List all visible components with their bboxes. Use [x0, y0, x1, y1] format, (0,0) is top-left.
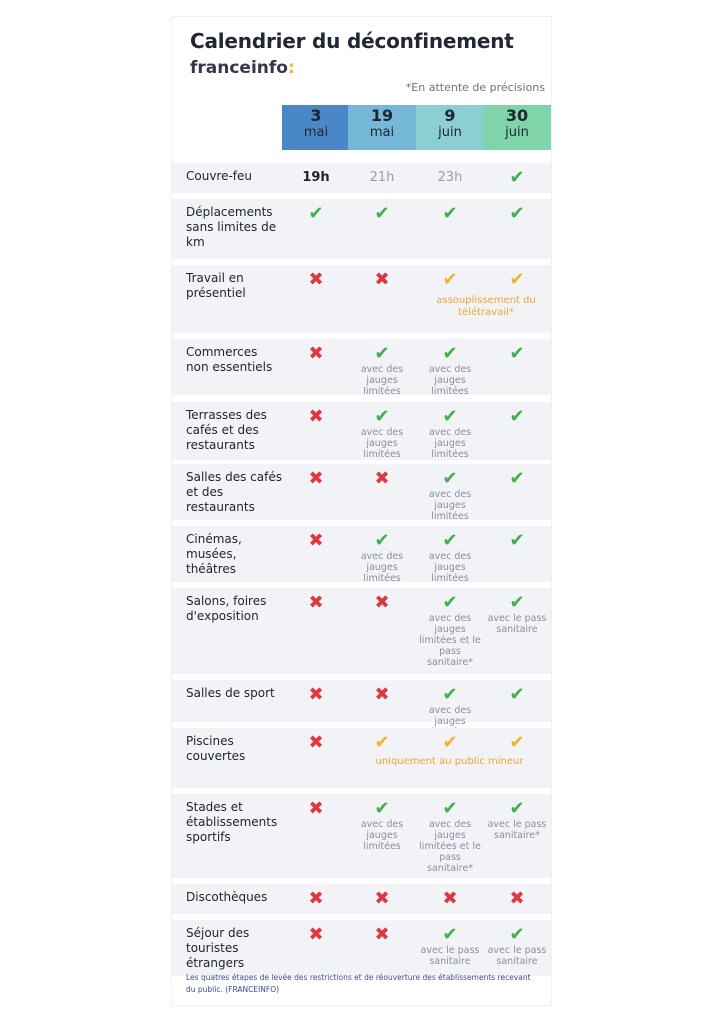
table-cell: [348, 408, 416, 460]
table-row: [172, 339, 551, 395]
table-cell: [282, 271, 350, 289]
check-icon: ✔: [509, 684, 525, 705]
check-icon: ✔: [509, 203, 525, 224]
table-cell: [348, 205, 416, 223]
check-icon: ✔: [442, 203, 458, 224]
table-cell: [483, 686, 551, 704]
check-icon: ✔: [442, 684, 458, 705]
brand-colon: :: [287, 58, 295, 78]
cross-icon: ✖: [308, 684, 324, 705]
table-cell: [348, 890, 416, 908]
table-cell: [483, 271, 551, 289]
table-cell: [282, 205, 350, 223]
table-row: [172, 402, 551, 460]
date-month: mai: [369, 125, 395, 140]
cell-note: avec des jauges: [428, 705, 472, 727]
table-cell: [483, 800, 551, 841]
table-cell: [483, 408, 551, 426]
date-day: 19: [370, 106, 394, 125]
table-cell: [416, 734, 484, 752]
table-cell: [282, 345, 350, 363]
table-cell: [348, 345, 416, 397]
row-label: Séjour des touristes étrangers: [186, 926, 250, 970]
check-icon: ✔: [509, 530, 525, 551]
cross-icon: ✖: [308, 798, 324, 819]
table-row: [172, 199, 551, 259]
table-cell: [282, 470, 350, 488]
date-month: mai: [303, 125, 329, 140]
table-cell: [416, 800, 484, 874]
cell-note: avec des jauges limitées: [360, 819, 404, 852]
warning-check-icon: ✔: [442, 732, 458, 753]
date-header-19-mai: [348, 105, 416, 150]
table-row: [172, 265, 551, 333]
page-title: Calendrier du déconfinement: [190, 29, 514, 53]
row-label: Commerces non essentiels: [186, 345, 273, 374]
curfew-time: 23h: [437, 170, 463, 185]
table-row: [172, 728, 551, 788]
cross-icon: ✖: [308, 888, 324, 909]
check-icon: ✔: [374, 406, 390, 427]
cell-note: avec des jauges limitées: [428, 489, 472, 522]
check-icon: ✔: [509, 343, 525, 364]
table-cell: [416, 532, 484, 584]
check-icon: ✔: [374, 203, 390, 224]
cross-icon: ✖: [374, 888, 390, 909]
cell-note: avec le pass sanitaire*: [487, 819, 547, 841]
row-label: Déplacements sans limites de km: [186, 205, 277, 249]
table-cell: [282, 734, 350, 752]
date-header-30-juin: [483, 105, 551, 150]
table-cell: [282, 169, 350, 187]
cell-note: avec des jauges limitées: [428, 364, 472, 397]
cross-icon: ✖: [374, 468, 390, 489]
date-day: 3: [310, 106, 322, 125]
check-icon: ✔: [509, 924, 525, 945]
table-cell: [348, 532, 416, 584]
cross-icon: ✖: [308, 468, 324, 489]
table-row: [172, 794, 551, 878]
check-icon: ✔: [442, 406, 458, 427]
table-cell: [483, 734, 551, 752]
curfew-time: 19h: [302, 170, 330, 185]
table-cell: [282, 532, 350, 550]
cell-note: avec des jauges limitées: [428, 551, 472, 584]
cross-icon: ✖: [308, 732, 324, 753]
check-icon: ✔: [442, 468, 458, 489]
table-cell: [483, 926, 551, 967]
check-icon: ✔: [442, 592, 458, 613]
date-day: 30: [505, 106, 529, 125]
date-header-9-juin: [416, 105, 484, 150]
cross-icon: ✖: [308, 406, 324, 427]
row-label: Salles de sport: [186, 686, 275, 700]
check-icon: ✔: [509, 798, 525, 819]
row-label: Salles des cafés et des restaurants: [186, 470, 282, 514]
check-icon: ✔: [442, 798, 458, 819]
row-label: Piscines couvertes: [186, 734, 246, 763]
table-cell: [416, 470, 484, 522]
cross-icon: ✖: [374, 269, 390, 290]
check-icon: ✔: [442, 924, 458, 945]
row-label: Terrasses des cafés et des restaurants: [186, 408, 267, 452]
table-cell: [416, 169, 484, 187]
span-note: assouplissement du télétravail*: [436, 295, 536, 318]
cross-icon: ✖: [308, 530, 324, 551]
row-label: Discothèques: [186, 890, 268, 904]
cell-note: avec des jauges limitées: [360, 364, 404, 397]
date-day: 9: [444, 106, 456, 125]
table-cell: [348, 686, 416, 704]
table-row: [172, 588, 551, 674]
date-month: juin: [438, 125, 462, 140]
table-cell: [282, 686, 350, 704]
table-cell: [282, 594, 350, 612]
table-cell: [483, 532, 551, 550]
check-icon: ✔: [509, 406, 525, 427]
cell-note: avec des jauges limitées: [360, 427, 404, 460]
cross-icon: ✖: [374, 684, 390, 705]
table-cell: [348, 734, 416, 752]
table-cell: [348, 926, 416, 944]
date-month: juin: [505, 125, 529, 140]
cross-icon: ✖: [308, 592, 324, 613]
infographic: [171, 16, 552, 1006]
table-row: [172, 464, 551, 520]
warning-check-icon: ✔: [374, 732, 390, 753]
cell-note: avec des jauges limitées et le pass sanitaire*: [419, 613, 481, 668]
cell-note: avec le pass sanitaire: [487, 613, 547, 635]
table-cell: [416, 345, 484, 397]
span-note: uniquement au public mineur: [375, 756, 524, 767]
cross-icon: ✖: [442, 888, 458, 909]
table-cell: [483, 345, 551, 363]
warning-check-icon: ✔: [509, 269, 525, 290]
row-label: Stades et établissements sportifs: [186, 800, 278, 844]
cell-note: avec des jauges limitées et le pass sanitaire*: [419, 819, 481, 874]
check-icon: ✔: [509, 592, 525, 613]
table-row: [172, 163, 551, 193]
table-cell: [416, 271, 484, 289]
table-cell: [483, 890, 551, 908]
check-icon: ✔: [442, 530, 458, 551]
check-icon: ✔: [374, 530, 390, 551]
row-label: Travail en présentiel: [186, 271, 246, 300]
check-icon: ✔: [374, 343, 390, 364]
table-cell: [348, 169, 416, 187]
brand-logo: [190, 58, 295, 78]
cross-icon: ✖: [509, 888, 525, 909]
table-cell: [282, 890, 350, 908]
table-cell: [282, 800, 350, 818]
date-header-3-mai: [282, 105, 350, 150]
brand-name: franceinfo: [190, 58, 288, 78]
cross-icon: ✖: [374, 592, 390, 613]
cell-note: avec le pass sanitaire: [487, 945, 547, 967]
table-cell: [416, 926, 484, 967]
table-cell: [282, 408, 350, 426]
check-icon: ✔: [509, 468, 525, 489]
table-cell: [348, 594, 416, 612]
precision-note: *En attente de précisions: [405, 81, 545, 94]
table-row: [172, 526, 551, 582]
row-label: Couvre-feu: [186, 169, 253, 183]
table-cell: [282, 926, 350, 944]
cross-icon: ✖: [308, 269, 324, 290]
table-row: [172, 680, 551, 727]
check-icon: ✔: [308, 203, 324, 224]
table-row: [172, 884, 551, 914]
warning-check-icon: ✔: [442, 269, 458, 290]
table-cell: [348, 800, 416, 852]
curfew-time: 21h: [369, 170, 395, 185]
table-cell: [483, 594, 551, 635]
check-icon: ✔: [509, 167, 525, 188]
check-icon: ✔: [442, 343, 458, 364]
cell-note: avec des jauges limitées: [360, 551, 404, 584]
table-row: [172, 920, 551, 976]
cross-icon: ✖: [374, 924, 390, 945]
check-icon: ✔: [374, 798, 390, 819]
table-cell: [416, 890, 484, 908]
cell-note: avec des jauges limitées: [428, 427, 472, 460]
table-cell: [416, 205, 484, 223]
cross-icon: ✖: [308, 343, 324, 364]
table-cell: [483, 169, 551, 187]
table-cell: [483, 470, 551, 488]
cross-icon: ✖: [308, 924, 324, 945]
caption: Les quatres étapes de levée des restrictions et de réouverture des établissements recevant du public. (FRANCEINFO): [186, 973, 531, 994]
warning-check-icon: ✔: [509, 732, 525, 753]
cell-note: avec le pass sanitaire: [420, 945, 480, 967]
table-cell: [348, 271, 416, 289]
table-cell: [483, 205, 551, 223]
table-cell: [416, 408, 484, 460]
table-cell: [416, 594, 484, 668]
row-label: Cinémas, musées, théâtres: [186, 532, 242, 576]
table-cell: [348, 470, 416, 488]
row-label: Salons, foires d'exposition: [186, 594, 267, 623]
